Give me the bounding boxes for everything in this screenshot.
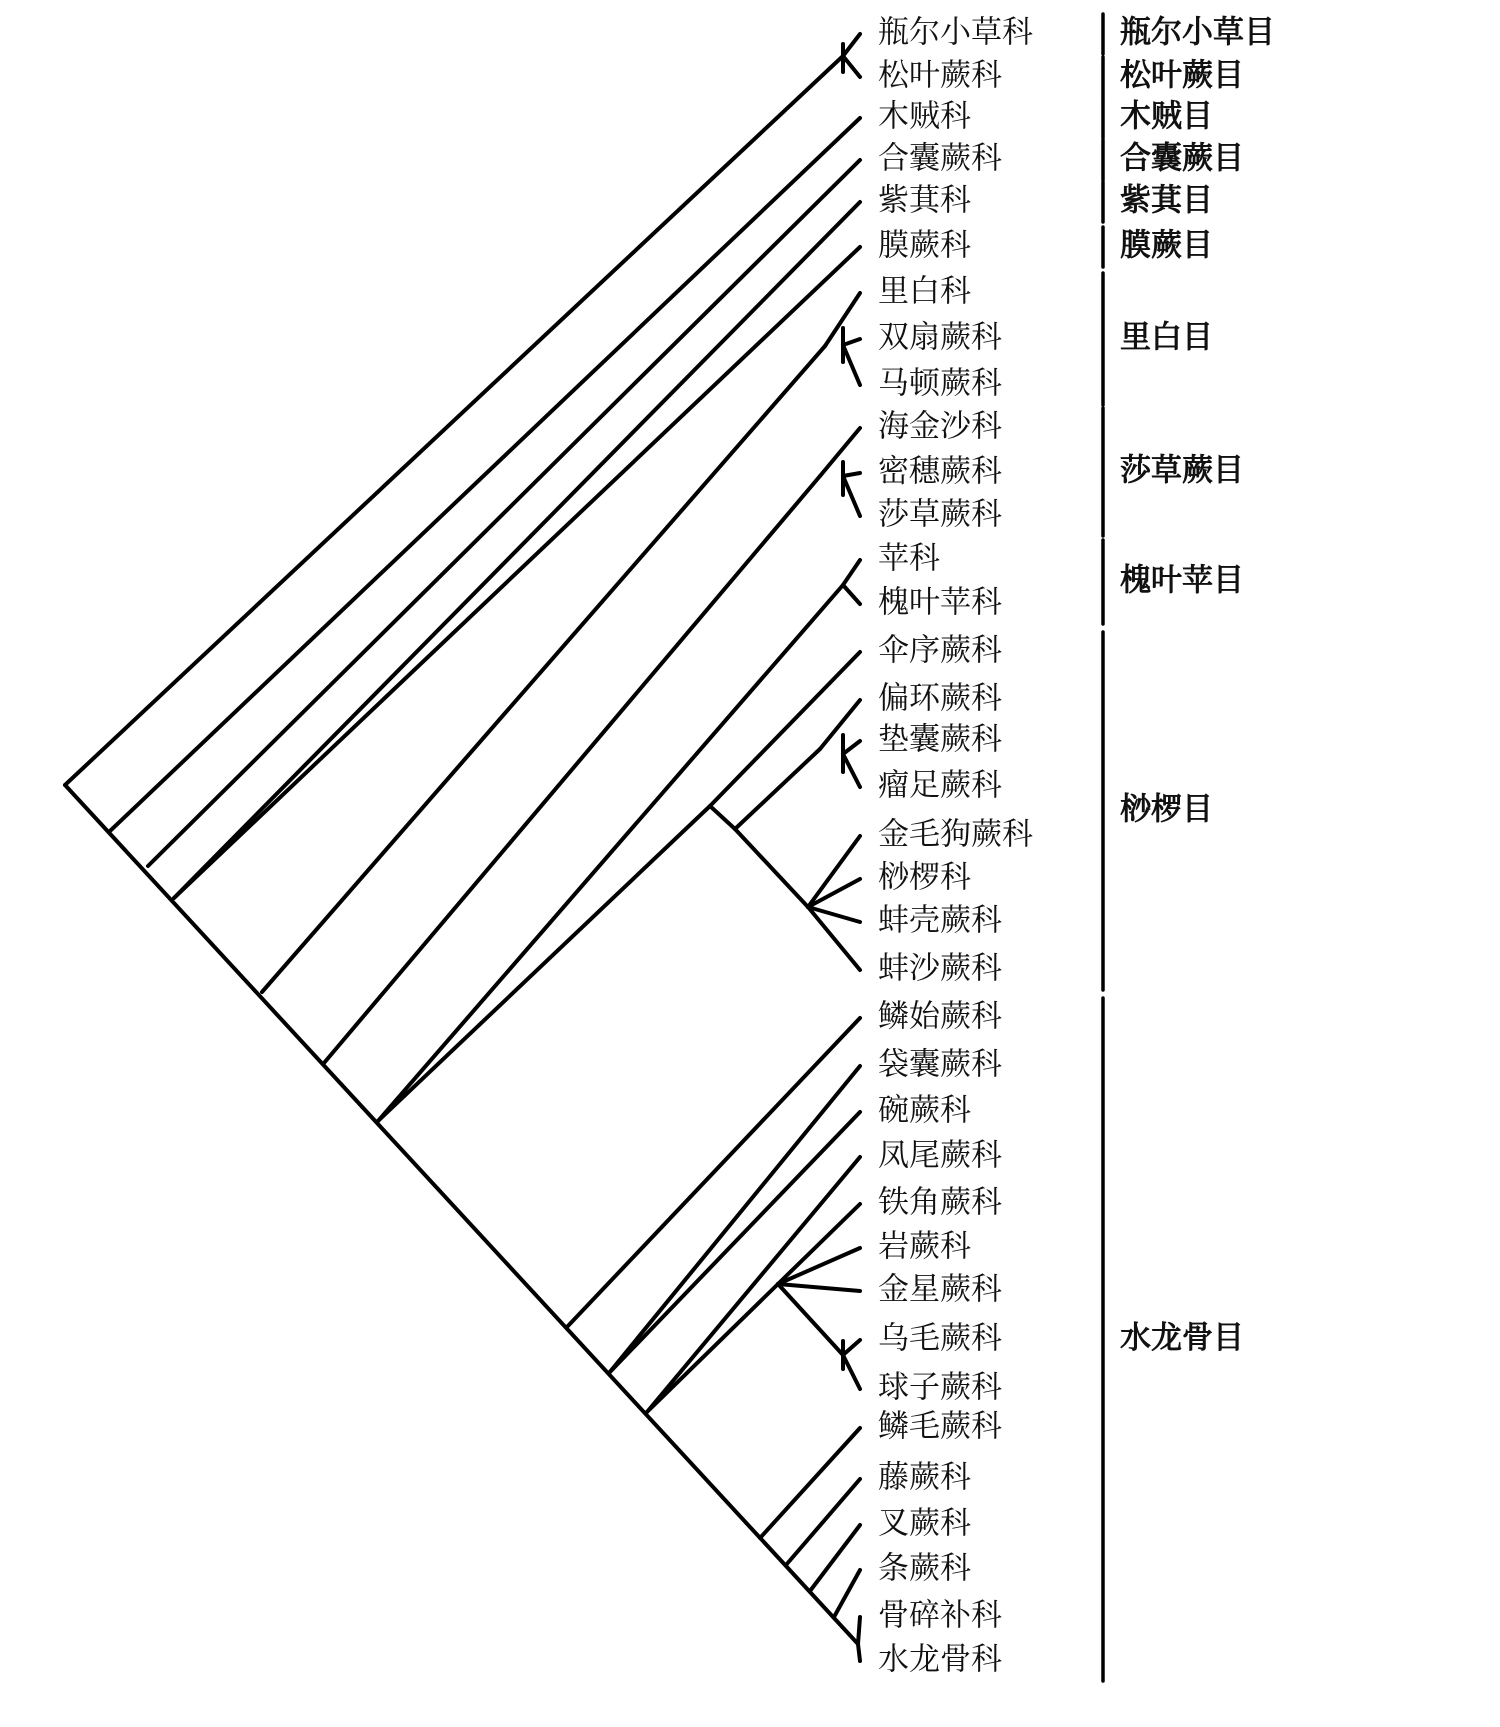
family-label: 瓶尔小草科 xyxy=(878,14,1033,51)
branch-leaf-1 xyxy=(843,56,860,77)
branch-leaf-16 xyxy=(843,741,860,754)
order-label: 槐叶苹目 xyxy=(1120,562,1244,599)
branch-cyatheales-core xyxy=(710,806,735,829)
branch-leaf-35 xyxy=(858,1617,860,1644)
branch-blechnoid-clade xyxy=(778,1284,843,1355)
branch-leaf-36 xyxy=(858,1644,860,1661)
branch-leaf-12 xyxy=(843,560,860,585)
family-label: 合囊蕨科 xyxy=(878,140,1002,177)
family-label: 马顿蕨科 xyxy=(878,365,1002,402)
family-label: 密穗蕨科 xyxy=(878,453,1002,490)
family-label: 木贼科 xyxy=(878,98,971,135)
branch-leaf-15 xyxy=(820,700,860,749)
branch-leaf-8 xyxy=(843,345,860,385)
branch-leaf-34 xyxy=(834,1570,860,1617)
order-label: 水龙骨目 xyxy=(1120,1320,1244,1356)
family-label: 乌毛蕨科 xyxy=(878,1320,1002,1357)
branch-leaf-11 xyxy=(843,476,860,516)
family-label: 桫椤科 xyxy=(878,859,971,896)
family-label: 瘤足蕨科 xyxy=(878,767,1002,804)
family-label: 莎草蕨科 xyxy=(878,496,1002,533)
branch-leaf-31 xyxy=(760,1428,860,1538)
family-label: 骨碎补科 xyxy=(878,1597,1002,1634)
family-label: 苹科 xyxy=(878,540,940,577)
branch-leaf-32 xyxy=(786,1479,860,1565)
family-label: 藤蕨科 xyxy=(878,1459,971,1496)
family-label: 条蕨科 xyxy=(878,1550,971,1587)
family-label: 海金沙科 xyxy=(878,408,1002,445)
branch-leaf-28 xyxy=(778,1284,860,1291)
branch-leaf-0 xyxy=(843,34,860,56)
family-label: 岩蕨科 xyxy=(878,1228,971,1265)
branch-leaf-7 xyxy=(843,339,860,345)
branch-plagiogyria-clade xyxy=(735,749,820,829)
branch-cyatheaceae-clade xyxy=(735,829,808,907)
branch-leaf-18 xyxy=(808,836,860,907)
branch-leaf-22 xyxy=(567,1018,860,1327)
family-label: 袋囊蕨科 xyxy=(878,1046,1002,1083)
family-labels xyxy=(878,15,1033,1678)
family-label: 碗蕨科 xyxy=(878,1092,971,1129)
family-label: 水龙骨科 xyxy=(878,1641,1002,1678)
branch-leaf-13 xyxy=(843,585,860,604)
tree-branches xyxy=(65,34,860,1661)
family-label: 偏环蕨科 xyxy=(878,680,1002,717)
family-label: 膜蕨科 xyxy=(878,227,971,264)
branch-leaf-2 xyxy=(110,118,860,831)
branch-cyatheales xyxy=(378,806,710,1121)
branch-leaf-5 xyxy=(174,247,860,898)
order-groups xyxy=(1103,14,1275,1681)
branch-leaf-26 xyxy=(778,1204,860,1284)
branch-leaf-9 xyxy=(820,428,860,476)
branch-leaf-27 xyxy=(778,1248,860,1284)
branch-ophio-psilo xyxy=(65,56,843,785)
family-label: 槐叶苹科 xyxy=(878,584,1002,621)
family-label: 凤尾蕨科 xyxy=(878,1137,1002,1174)
order-label: 桫椤目 xyxy=(1120,791,1213,828)
family-label: 蚌壳蕨科 xyxy=(878,902,1002,939)
branch-leaf-30 xyxy=(843,1355,860,1389)
order-label: 莎草蕨目 xyxy=(1120,452,1244,489)
family-label: 鳞始蕨科 xyxy=(878,998,1002,1035)
branch-leaf-17 xyxy=(843,754,860,787)
order-label: 里白目 xyxy=(1120,319,1213,356)
family-label: 里白科 xyxy=(878,273,971,310)
family-label: 伞序蕨科 xyxy=(878,632,1002,669)
branch-leaf-10 xyxy=(843,473,860,476)
order-label: 膜蕨目 xyxy=(1120,227,1213,264)
order-label: 松叶蕨目 xyxy=(1120,57,1244,94)
family-label: 金星蕨科 xyxy=(878,1271,1002,1308)
family-label: 垫囊蕨科 xyxy=(878,721,1002,758)
family-label: 蚌沙蕨科 xyxy=(878,950,1002,987)
family-label: 球子蕨科 xyxy=(878,1369,1002,1406)
order-label: 合囊蕨目 xyxy=(1120,140,1244,177)
order-label: 瓶尔小草目 xyxy=(1120,14,1275,51)
branch-salviniales xyxy=(378,585,843,1121)
family-label: 叉蕨科 xyxy=(878,1505,971,1542)
family-label: 金毛狗蕨科 xyxy=(878,816,1033,853)
order-label: 紫萁目 xyxy=(1120,182,1213,219)
branch-leaf-29 xyxy=(843,1340,860,1355)
order-label: 木贼目 xyxy=(1120,98,1213,135)
family-label: 紫萁科 xyxy=(878,182,971,219)
family-label: 鳞毛蕨科 xyxy=(878,1408,1002,1445)
family-label: 双扇蕨科 xyxy=(878,319,1002,356)
family-label: 铁角蕨科 xyxy=(878,1184,1002,1221)
family-label: 松叶蕨科 xyxy=(878,57,1002,94)
